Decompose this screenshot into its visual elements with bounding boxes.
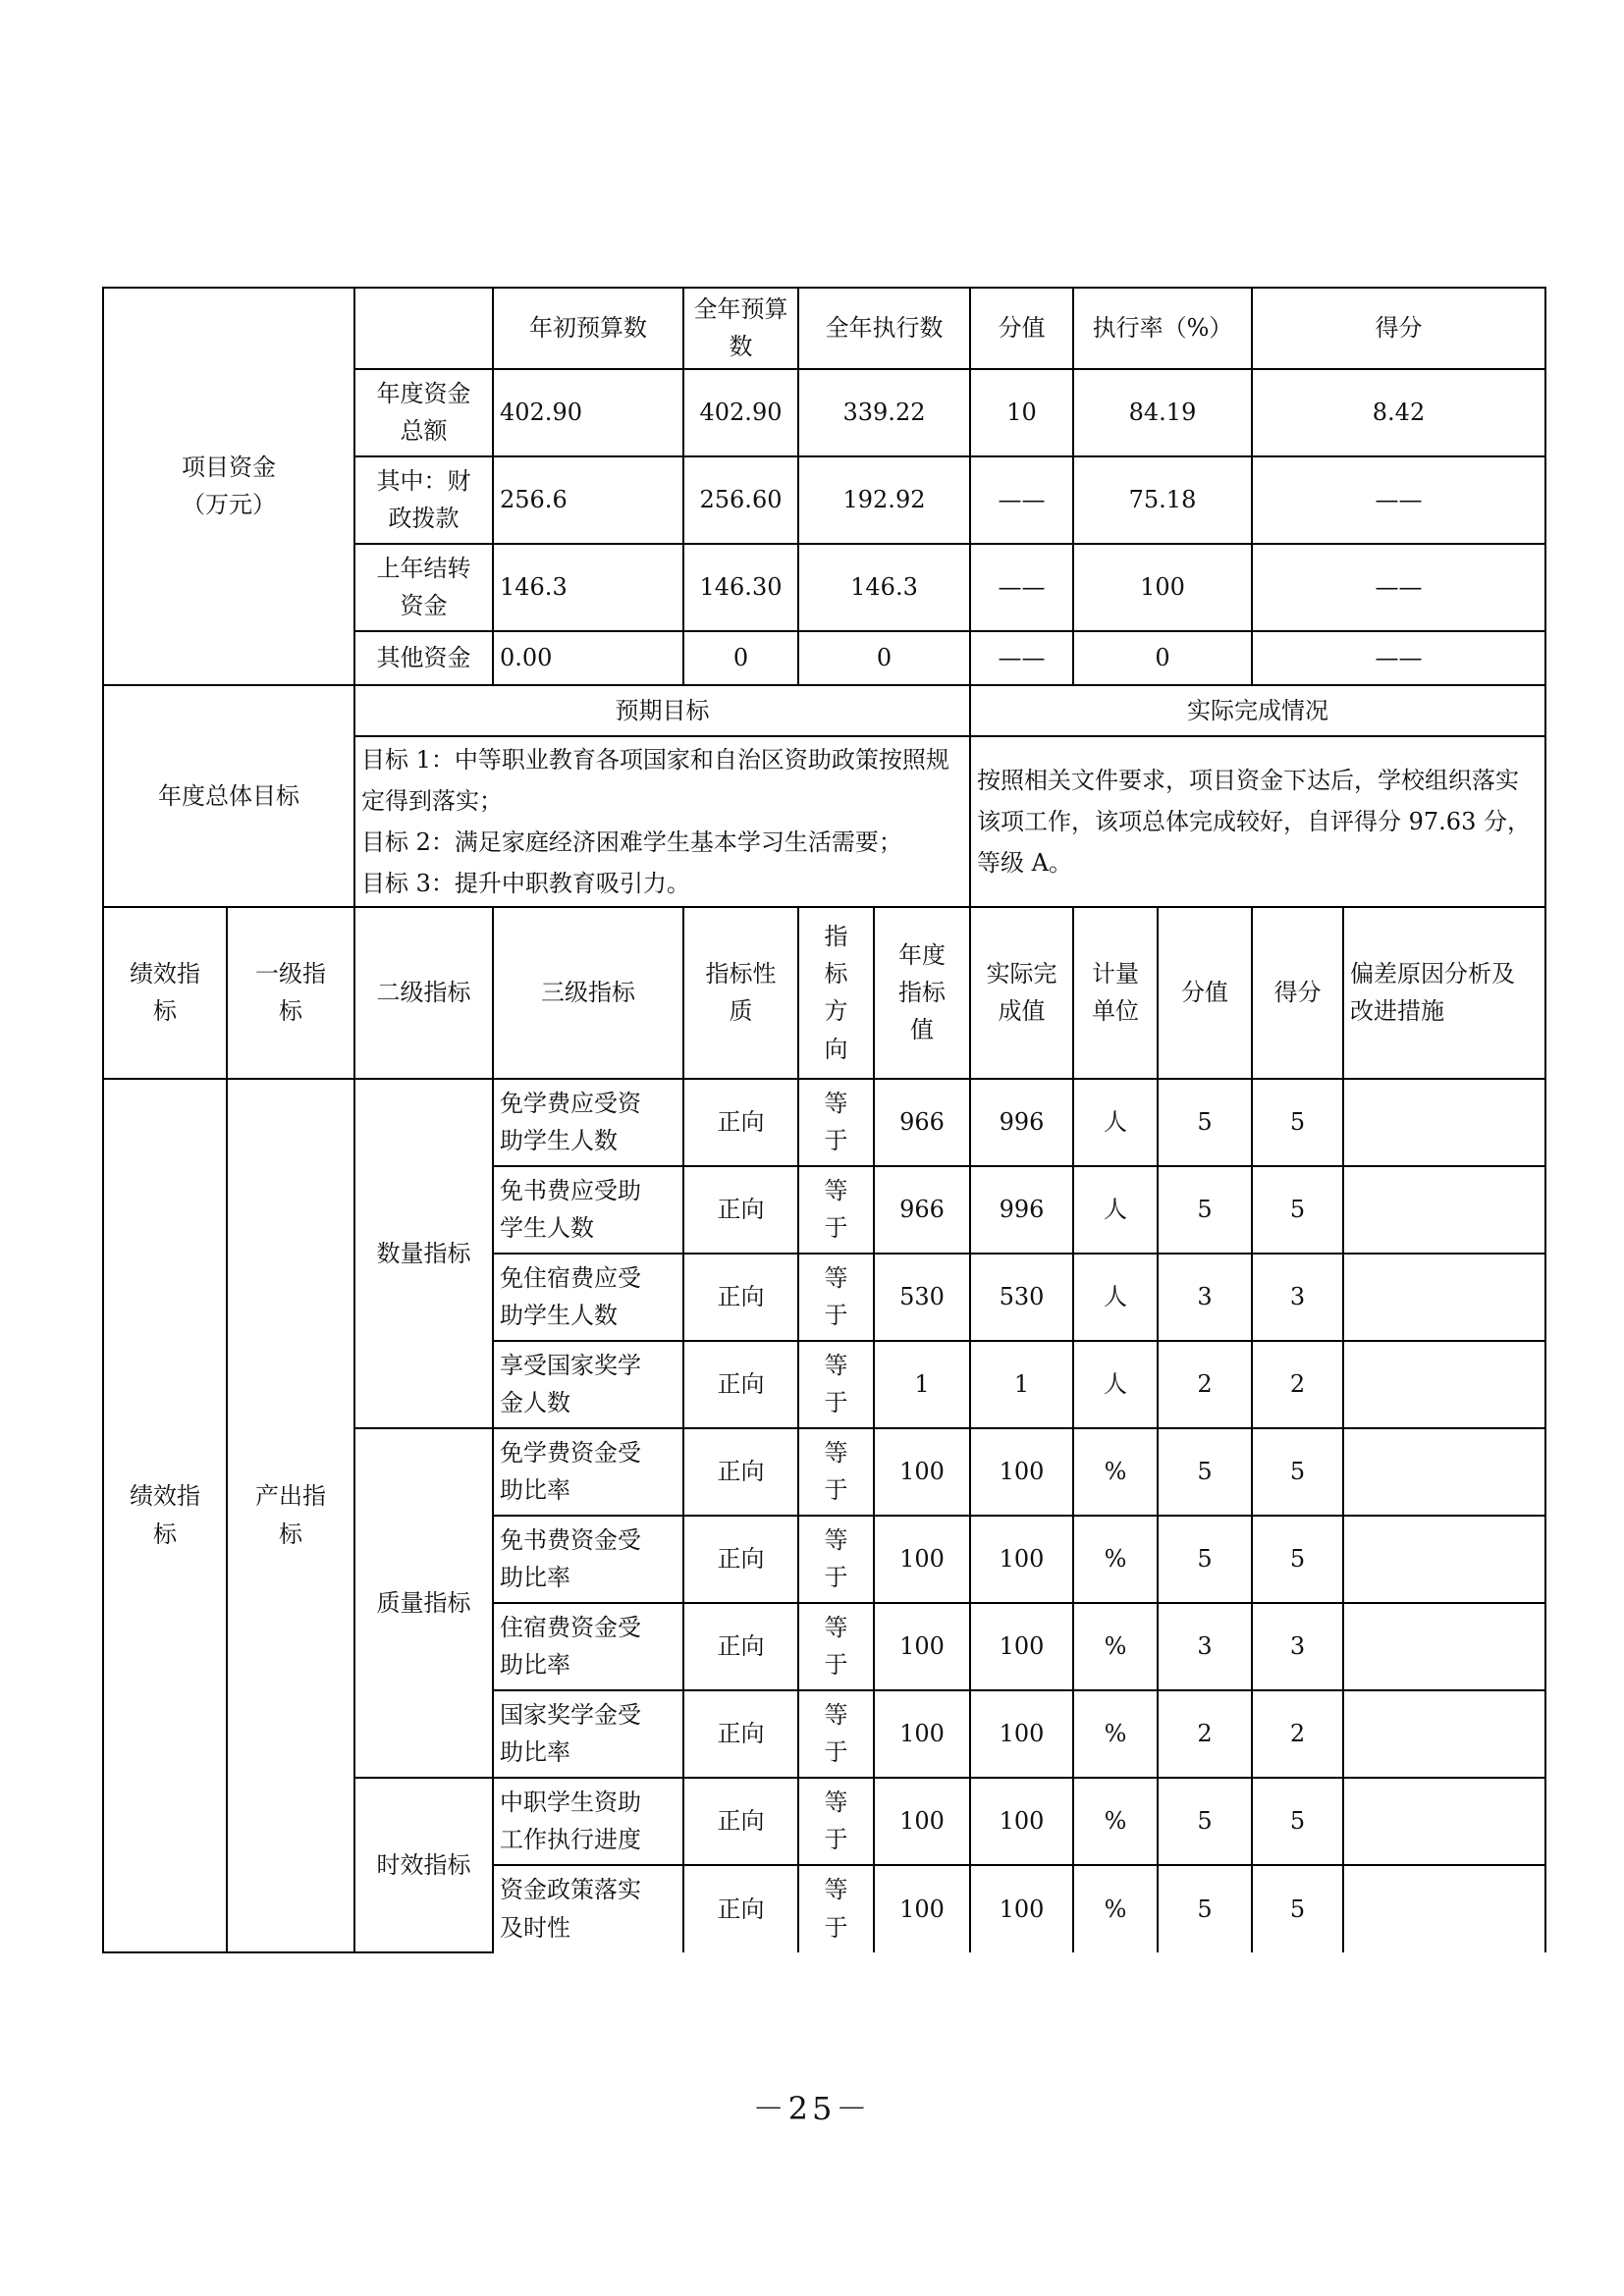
actual-result-text: 按照相关文件要求，项目资金下达后，学校组织落实该项工作，该项总体完成较好，自评得分 97.63 分，等级 A。 [970,736,1545,907]
perf-header-col1: 绩效指 标 [103,907,227,1079]
funds-corner-cell [354,288,493,369]
indicator-score: 5 [1252,1166,1343,1254]
indicator-note [1343,1865,1545,1952]
indicator-nature: 正向 [683,1603,798,1690]
indicator-target: 100 [874,1428,970,1516]
indicator-nature: 正向 [683,1254,798,1341]
indicator-target: 100 [874,1603,970,1690]
indicator-unit: 人 [1073,1166,1158,1254]
indicator-unit: % [1073,1516,1158,1603]
indicator-actual: 100 [970,1865,1073,1952]
indicator-actual: 100 [970,1778,1073,1865]
indicator-note [1343,1254,1545,1341]
indicator-score: 5 [1252,1079,1343,1166]
indicator-group-label: 时效指标 [354,1778,493,1952]
indicator-value: 3 [1158,1603,1252,1690]
indicator-score: 3 [1252,1603,1343,1690]
actual-result-header: 实际完成情况 [970,685,1545,736]
funds-cell-initial: 0.00 [493,631,683,685]
funds-header-score-value: 分值 [970,288,1073,369]
perf-header-row [103,907,1545,1079]
indicator-direction: 等 于 [798,1865,874,1952]
indicator-name: 国家奖学金受 助比率 [493,1690,683,1778]
indicator-unit: % [1073,1690,1158,1778]
indicator-name: 免学费应受资 助学生人数 [493,1079,683,1166]
indicator-unit: % [1073,1428,1158,1516]
indicator-actual: 100 [970,1603,1073,1690]
indicator-nature: 正向 [683,1778,798,1865]
indicator-name: 享受国家奖学 金人数 [493,1341,683,1428]
indicator-actual: 996 [970,1166,1073,1254]
indicator-nature: 正向 [683,1341,798,1428]
perf-header-col8: 实际完 成值 [970,907,1073,1079]
indicator-actual: 100 [970,1690,1073,1778]
funds-row-label: 其他资金 [354,631,493,685]
perf-header-col10: 分值 [1158,907,1252,1079]
indicator-direction: 等 于 [798,1341,874,1428]
indicator-row [103,1079,1545,1166]
indicator-value: 3 [1158,1254,1252,1341]
funds-cell-rate: 75.18 [1073,456,1252,544]
indicator-note [1343,1516,1545,1603]
funds-row-label: 其中：财 政拨款 [354,456,493,544]
indicator-target: 100 [874,1516,970,1603]
funds-cell-annual: 146.30 [683,544,798,631]
indicator-value: 2 [1158,1690,1252,1778]
funds-cell-score: —— [1252,456,1545,544]
indicator-score: 5 [1252,1516,1343,1603]
indicator-group-label: 质量指标 [354,1428,493,1778]
performance-evaluation-table [102,287,1546,1953]
annual-goal-label: 年度总体目标 [103,685,354,907]
indicator-unit: 人 [1073,1341,1158,1428]
funds-cell-score: —— [1252,631,1545,685]
expected-goal-line: 目标 3：提升中职教育吸引力。 [361,869,690,897]
expected-goal-line: 目标 2：满足家庭经济困难学生基本学习生活需要； [361,828,902,856]
indicator-score: 5 [1252,1865,1343,1952]
indicator-name: 免书费应受助 学生人数 [493,1166,683,1254]
funds-cell-score: 8.42 [1252,369,1545,456]
indicator-nature: 正向 [683,1690,798,1778]
funds-cell-initial: 256.6 [493,456,683,544]
indicator-name: 中职学生资助 工作执行进度 [493,1778,683,1865]
indicator-note [1343,1690,1545,1778]
funds-cell-score_value: —— [970,544,1073,631]
funds-header-score: 得分 [1252,288,1545,369]
indicator-target: 966 [874,1166,970,1254]
indicator-direction: 等 于 [798,1603,874,1690]
indicator-name: 免书费资金受 助比率 [493,1516,683,1603]
indicator-target: 100 [874,1778,970,1865]
indicator-note [1343,1166,1545,1254]
funds-cell-executed: 192.92 [798,456,970,544]
indicator-note [1343,1079,1545,1166]
indicator-direction: 等 于 [798,1079,874,1166]
indicator-direction: 等 于 [798,1428,874,1516]
indicator-actual: 100 [970,1516,1073,1603]
indicator-score: 2 [1252,1690,1343,1778]
perf-header-col9: 计量 单位 [1073,907,1158,1079]
indicator-target: 100 [874,1865,970,1952]
perf-header-col5: 指标性 质 [683,907,798,1079]
goal-header-row [103,685,1545,736]
expected-goal-line: 目标 1：中等职业教育各项国家和自治区资助政策按照规定得到落实； [361,745,949,815]
funds-cell-score: —— [1252,544,1545,631]
funds-cell-rate: 84.19 [1073,369,1252,456]
indicator-nature: 正向 [683,1079,798,1166]
expected-goals [354,736,970,907]
funds-header-annual: 全年预算数 [683,288,798,369]
perf-header-col4: 三级指标 [493,907,683,1079]
indicator-direction: 等 于 [798,1778,874,1865]
funds-cell-initial: 402.90 [493,369,683,456]
funds-cell-score_value: —— [970,456,1073,544]
funds-header-rate: 执行率（%） [1073,288,1252,369]
funds-cell-score_value: 10 [970,369,1073,456]
funds-cell-annual: 0 [683,631,798,685]
indicator-unit: % [1073,1603,1158,1690]
perf-header-col11: 得分 [1252,907,1343,1079]
indicator-value: 5 [1158,1778,1252,1865]
indicator-target: 1 [874,1341,970,1428]
indicator-score: 3 [1252,1254,1343,1341]
funds-label: 项目资金 （万元） [103,288,354,685]
funds-header-initial: 年初预算数 [493,288,683,369]
perf-header-col7: 年度 指标 值 [874,907,970,1079]
perf-header-col3: 二级指标 [354,907,493,1079]
indicator-value: 2 [1158,1341,1252,1428]
indicator-name: 免学费资金受 助比率 [493,1428,683,1516]
indicator-target: 966 [874,1079,970,1166]
indicator-score: 5 [1252,1778,1343,1865]
indicator-nature: 正向 [683,1865,798,1952]
indicator-nature: 正向 [683,1428,798,1516]
funds-cell-rate: 0 [1073,631,1252,685]
indicator-nature: 正向 [683,1166,798,1254]
funds-header-executed: 全年执行数 [798,288,970,369]
indicator-name: 免住宿费应受 助学生人数 [493,1254,683,1341]
indicator-unit: % [1073,1865,1158,1952]
indicator-actual: 1 [970,1341,1073,1428]
indicator-value: 5 [1158,1079,1252,1166]
funds-cell-executed: 339.22 [798,369,970,456]
indicator-direction: 等 于 [798,1690,874,1778]
indicator-value: 5 [1158,1516,1252,1603]
perf-header-col6: 指 标 方 向 [798,907,874,1079]
indicator-score: 2 [1252,1341,1343,1428]
indicator-note [1343,1778,1545,1865]
indicator-group-label: 数量指标 [354,1079,493,1428]
indicator-actual: 996 [970,1079,1073,1166]
funds-header-row [103,288,1545,369]
funds-row-label: 上年结转 资金 [354,544,493,631]
funds-row-label: 年度资金 总额 [354,369,493,456]
indicator-score: 5 [1252,1428,1343,1516]
perf-level1-label: 产出指 标 [227,1079,354,1952]
indicator-unit: 人 [1073,1254,1158,1341]
indicator-name: 住宿费资金受 助比率 [493,1603,683,1690]
perf-level0-label: 绩效指 标 [103,1079,227,1952]
indicator-unit: % [1073,1778,1158,1865]
indicator-value: 5 [1158,1428,1252,1516]
indicator-name: 资金政策落实 及时性 [493,1865,683,1952]
funds-cell-annual: 402.90 [683,369,798,456]
page-number: －25－ [752,2090,872,2127]
indicator-value: 5 [1158,1166,1252,1254]
indicator-actual: 530 [970,1254,1073,1341]
funds-cell-annual: 256.60 [683,456,798,544]
indicator-value: 5 [1158,1865,1252,1952]
funds-cell-rate: 100 [1073,544,1252,631]
indicator-note [1343,1428,1545,1516]
funds-cell-score_value: —— [970,631,1073,685]
indicator-direction: 等 于 [798,1516,874,1603]
indicator-nature: 正向 [683,1516,798,1603]
indicator-actual: 100 [970,1428,1073,1516]
indicator-target: 100 [874,1690,970,1778]
funds-cell-executed: 0 [798,631,970,685]
table-body [103,288,1545,1952]
indicator-unit: 人 [1073,1079,1158,1166]
expected-goal-header: 预期目标 [354,685,970,736]
perf-header-col2: 一级指 标 [227,907,354,1079]
funds-cell-initial: 146.3 [493,544,683,631]
indicator-direction: 等 于 [798,1254,874,1341]
indicator-direction: 等 于 [798,1166,874,1254]
perf-header-col12: 偏差原因分析及 改进措施 [1343,907,1545,1079]
indicator-note [1343,1603,1545,1690]
indicator-note [1343,1341,1545,1428]
funds-cell-executed: 146.3 [798,544,970,631]
indicator-target: 530 [874,1254,970,1341]
